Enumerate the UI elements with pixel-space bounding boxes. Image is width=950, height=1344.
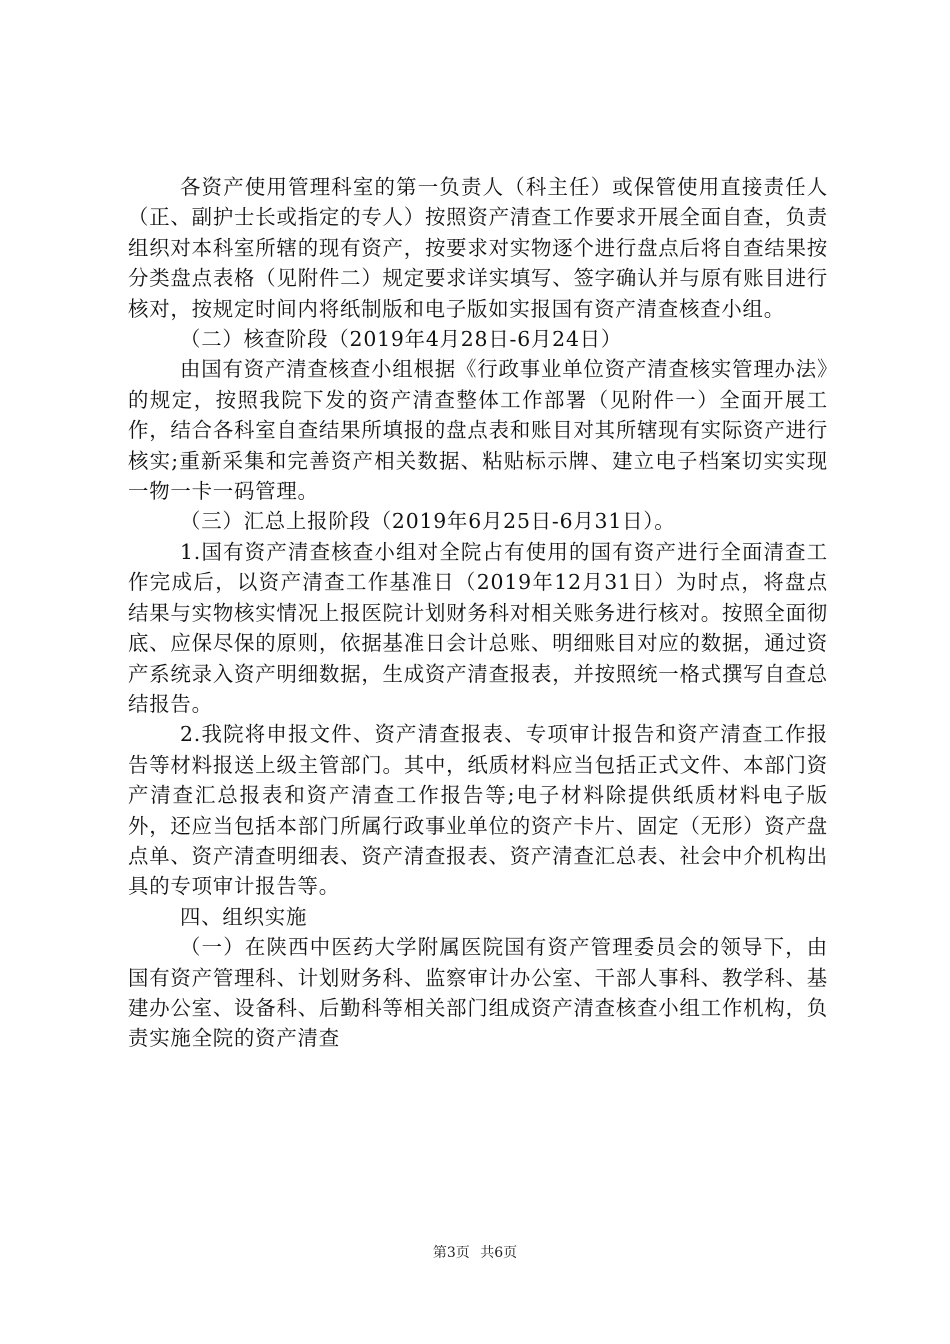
page-number: 第3页 (432, 1245, 470, 1261)
document-body (128, 172, 828, 1054)
paragraph-summary-item-2: 2.我院将申报文件、资产清查报表、专项审计报告和资产清查工作报告等材料报送上级主管部门。其中，纸质材料应当包括正式文件、本部门资产清查汇总报表和资产清查工作报告等;电子材料除提供纸质材料电子版外，还应当包括本部门所属行政事业单位的资产卡片、固定（无形）资产盘点单、资产清查明细表、资产清查报表、资产清查汇总表、社会中介机构出具的专项审计报告等。 (128, 722, 828, 899)
paragraph-summary-item-1: 1.国有资产清查核查小组对全院占有使用的国有资产进行全面清查工作完成后，以资产清查工作基准日（2019年12月31日）为时点，将盘点结果与实物核实情况上报医院计划财务科对相关账务进行核对。按照全面彻底、应保尽保的原则，依据基准日会计总账、明细账目对应的数据，通过资产系统录入资产明细数据，生成资产清查报表，并按照统一格式撰写自查总结报告。 (128, 539, 828, 716)
section-heading-summary-stage: （三）汇总上报阶段（2019年6月25日-6月31日）。 (180, 509, 676, 534)
paragraph-implementation-1: （一）在陕西中医药大学附属医院国有资产管理委员会的领导下，由国有资产管理科、计划财务科、监察审计办公室、干部人事科、教学科、基建办公室、设备科、后勤科等相关部门组成资产清查核查小组工作机构，负责实施全院的资产清查 (128, 935, 828, 1051)
paragraph-self-check: 各资产使用管理科室的第一负责人（科主任）或保管使用直接责任人（正、副护士长或指定的专人）按照资产清查工作要求开展全面自查，负责组织对本科室所辖的现有资产，按要求对实物逐个进行盘点后将自查结果按分类盘点表格（见附件二）规定要求详实填写、签字确认并与原有账目进行核对，按规定时间内将纸制版和电子版如实报国有资产清查核查小组。 (128, 175, 828, 321)
page-footer (0, 1244, 950, 1262)
paragraph-verification: 由国有资产清查核查小组根据《行政事业单位资产清查核实管理办法》的规定，按照我院下发的资产清查整体工作部署（见附件一）全面开展工作，结合各科室自查结果所填报的盘点表和账目对其所辖现有实际资产进行核实;重新采集和完善资产相关数据、粘贴标示牌、建立电子档案切实实现一物一卡一码管理。 (128, 357, 828, 504)
section-heading-verification-stage: （二）核查阶段（2019年4月28日-6月24日） (180, 327, 623, 352)
section-heading-implementation: 四、组织实施 (180, 904, 308, 929)
page-total: 共6页 (480, 1245, 518, 1261)
